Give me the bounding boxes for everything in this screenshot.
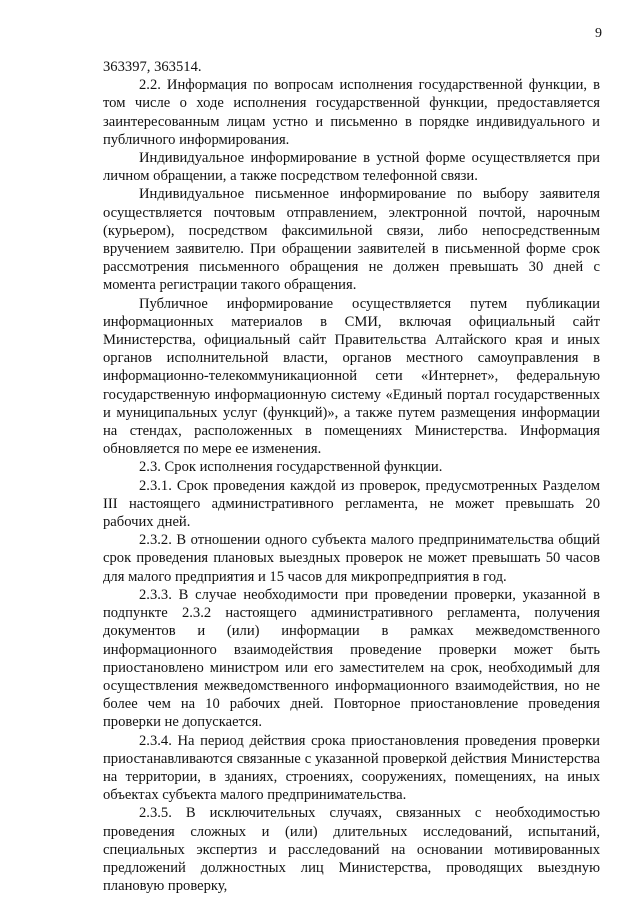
paragraph-2-3-term: 2.3. Срок исполнения государственной функции. <box>139 459 443 476</box>
page-number: 9 <box>595 26 602 41</box>
document-body <box>103 58 600 895</box>
paragraph-2-3-5: 2.3.5. В исключительных случаях, связанных с необходимостью проведения сложных и (или) длительных исследований, испытаний, специальных экспертиз и расследований на основании мотивированных предложений должностных лиц Министерства, проводящих выездную плановую проверку, <box>103 805 600 895</box>
paragraph-public-informing: Публичное информирование осуществляется путем публикации информационных материалов в СМИ, включая официальный сайт Министерства, официальный сайт Правительства Алтайского края и иных органов исполнительной власти, органов местного самоуправления в информационно-телекоммуникационной сети «Интернет», федеральную государственную информационную систему «Единый портал государственных и муниципальных услуг (функций)», а также путем размещения информации на стендах, расположенных в помещениях Министерства. Информация обновляется по мере ее изменения. <box>103 295 600 458</box>
paragraph-2-3-1: 2.3.1. Срок проведения каждой из проверок, предусмотренных Разделом III настоящего административного регламента, не может превышать 20 рабочих дней. <box>103 477 600 531</box>
paragraph-individual-written: Индивидуальное письменное информирование по выбору заявителя осуществляется почтовым отправлением, электронной почтой, нарочным (курьером), посредством факсимильной связи, либо непосредственным вручением заявителю. При обращении заявителей в письменной форме срок рассмотрения письменного обращения не должен превышать 30 дней с момента регистрации такого обращения. <box>103 186 600 294</box>
paragraph-2-3-2: 2.3.2. В отношении одного субъекта малого предпринимательства общий срок проведения плановых выездных проверок не может превышать 50 часов для малого предприятия и 15 часов для микропредприятия в год. <box>103 532 600 585</box>
paragraph-2-2-information: 2.2. Информация по вопросам исполнения государственной функции, в том числе о ходе исполнения государственной функции, предоставляется заинтересованным лицам устно и письменно в порядке индивидуального и публичного информирования. <box>103 77 600 148</box>
paragraph-2-3-4: 2.3.4. На период действия срока приостановления проведения проверки приостанавливаются связанные с указанной проверкой действия Министерства на территории, в зданиях, строениях, сооружениях, помещениях, на иных объектах субъекта малого предпринимательства. <box>103 732 600 804</box>
paragraph-phone-numbers: 363397, 363514. <box>103 59 202 75</box>
paragraph-individual-oral: Индивидуальное информирование в устной форме осуществляется при личном обращении, а также посредством телефонной связи. <box>103 150 600 185</box>
paragraph-2-3-3: 2.3.3. В случае необходимости при проведении проверки, указанной в подпункте 2.3.2 настоящего административного регламента, получения документов и (или) информации в рамках межведомственного информационного взаимодействия проведение проверки может быть приостановлено министром или его заместителем на срок, необходимый для осуществления межведомственного информационного взаимодействия, но не более чем на 10 рабочих дней. Повторное приостановление проведения проверки не допускается. <box>103 586 600 731</box>
